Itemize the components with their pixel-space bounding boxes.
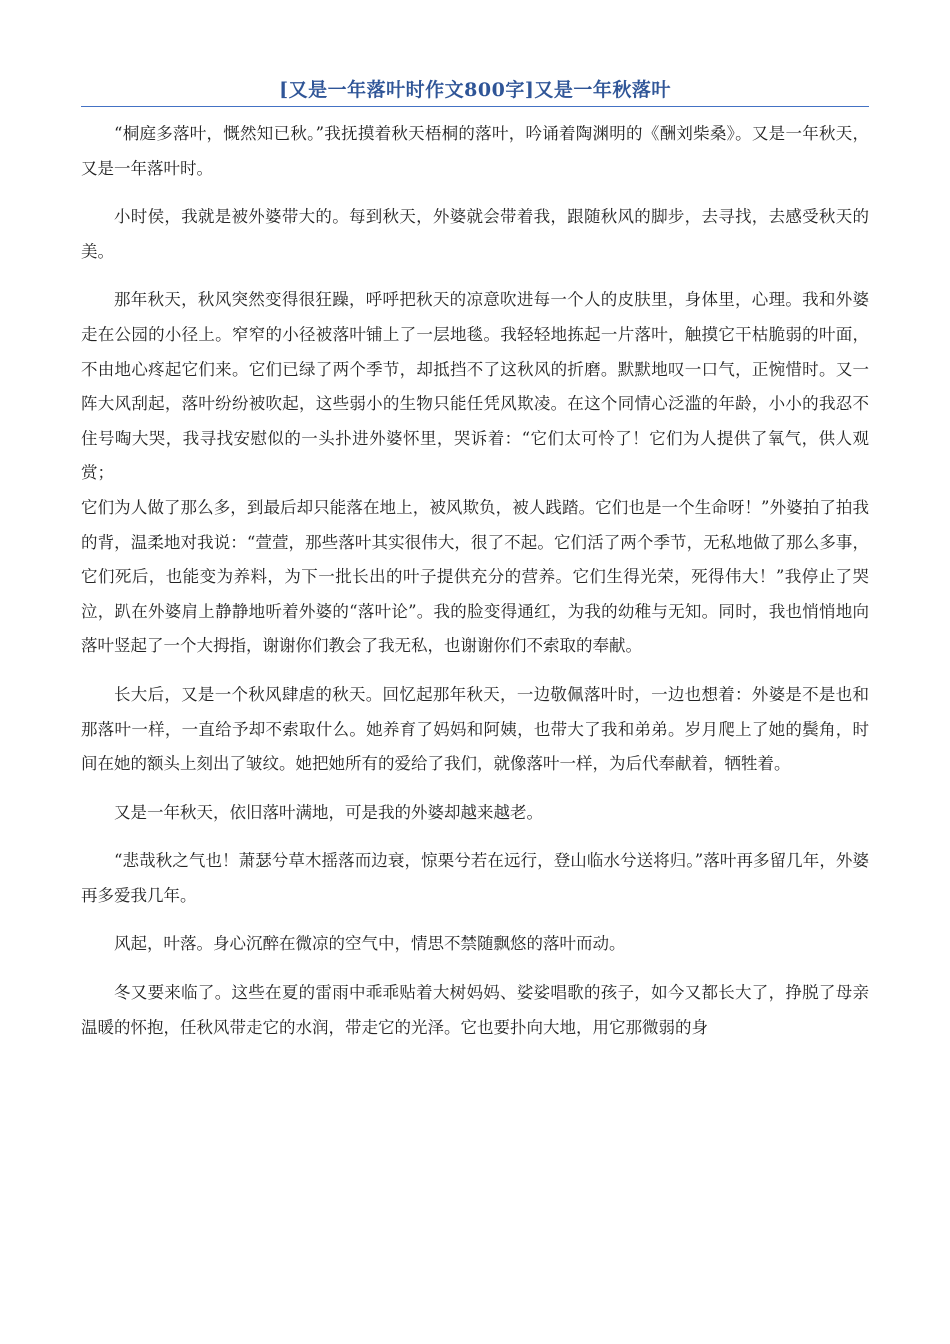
paragraph: 长大后，又是一个秋风肆虐的秋天。回忆起那年秋天，一边敬佩落叶时，一边也想着：外婆是不是也和那落叶一样，一直给予却不索取什么。她养育了妈妈和阿姨，也带大了我和弟弟。岁月爬上了她的鬓角，时间在她的额头上刻出了皱纹。她把她所有的爱给了我们，就像落叶一样，为后代奉献着，牺牲着。 [81,684,869,774]
document-body [81,117,869,1045]
paragraph: 小时侯，我就是被外婆带大的。每到秋天，外婆就会带着我，跟随秋风的脚步，去寻找，去感受秋天的美。 [81,207,869,261]
document-page [81,76,869,1059]
paragraph: 风起，叶落。身心沉醉在微凉的空气中，情思不禁随飘悠的落叶而动。 [114,934,626,954]
paragraph: 它们为人做了那么多，到最后却只能落在地上，被风欺负，被人践踏。它们也是一个生命呀！”外婆拍了拍我的背，温柔地对我说：“萱萱，那些落叶其实很伟大，很了不起。它们活了两个季节，无私地做了那么多事，它们死后，也能变为养料，为下一批长出的叶子提供充分的营养。它们生得光荣，死得伟大！”我停止了哭泣，趴在外婆肩上静静地听着外婆的“落叶论”。我的脸变得通红，为我的幼稚与无知。同时，我也悄悄地向落叶竖起了一个大拇指，谢谢你们教会了我无私，也谢谢你们不索取的奉献。 [81,497,869,656]
paragraph: 那年秋天，秋风突然变得很狂躁，呼呼把秋天的凉意吹进每一个人的皮肤里，身体里，心理。我和外婆走在公园的小径上。窄窄的小径被落叶铺上了一层地毯。我轻轻地拣起一片落叶，触摸它干枯脆弱的叶面，不由地心疼起它们来。它们已绿了两个季节，却抵挡不了这秋风的折磨。默默地叹一口气，正惋惜时。又一阵大风刮起，落叶纷纷被吹起，这些弱小的生物只能任凭风欺凌。在这个同情心泛滥的年龄，小小的我忍不住号啕大哭，我寻找安慰似的一头扑进外婆怀里，哭诉着：“它们太可怜了！它们为人提供了氧气，供人观赏； [81,290,869,483]
document-title: [又是一年落叶时作文800字]又是一年秋落叶 [81,76,869,107]
paragraph: “悲哉秋之气也！萧瑟兮草木摇落而边衰，惊栗兮若在远行，登山临水兮送将归。”落叶再多留几年，外婆再多爱我几年。 [81,851,869,905]
paragraph: 又是一年秋天，依旧落叶满地，可是我的外婆却越来越老。 [114,802,543,822]
paragraph: 冬又要来临了。这些在夏的雷雨中乖乖贴着大树妈妈、娑娑唱歌的孩子，如今又都长大了，挣脱了母亲温暖的怀抱，任秋风带走它的水润，带走它的光泽。它也要扑向大地，用它那微弱的身 [81,983,869,1037]
paragraph: “桐庭多落叶，慨然知已秋。”我抚摸着秋天梧桐的落叶，吟诵着陶渊明的《酬刘柴桑》。又是一年秋天，又是一年落叶时。 [81,124,869,178]
